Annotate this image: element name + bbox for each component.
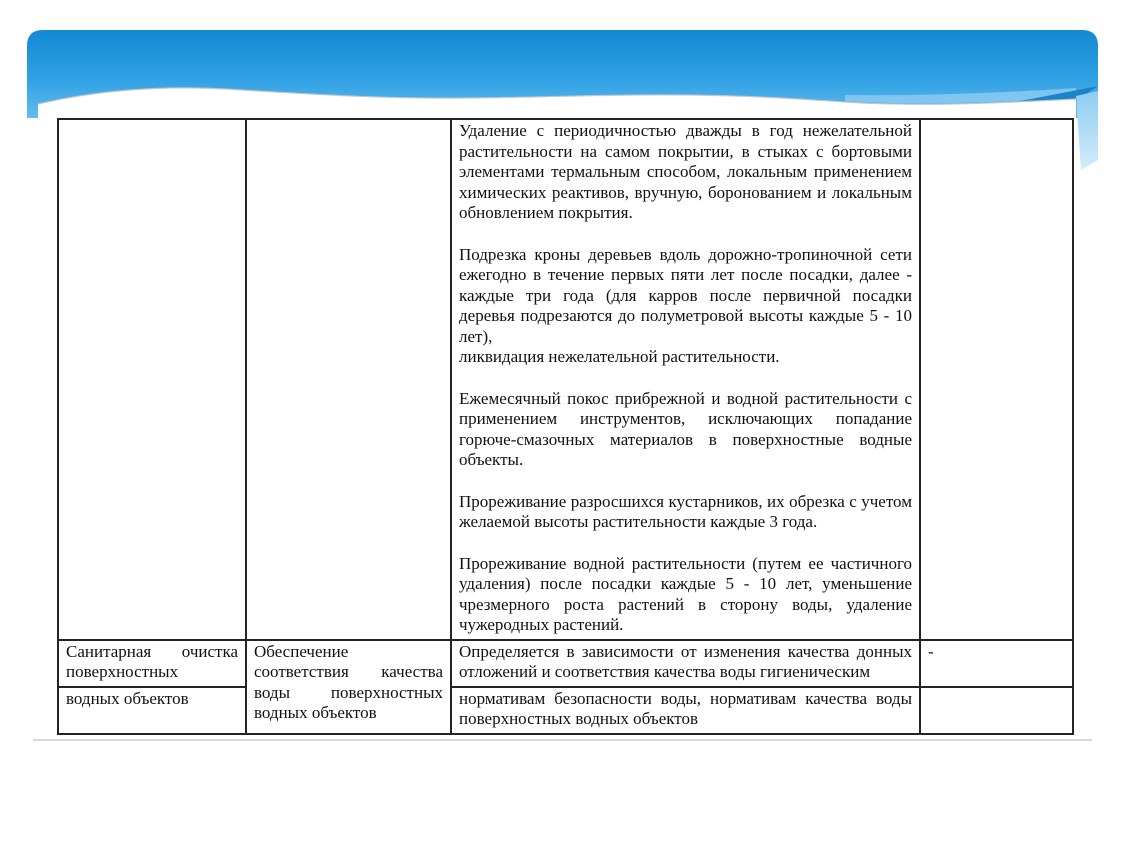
cell-activity-sanitation: Санитарная очистка поверхностных <box>58 640 246 687</box>
description-paragraph: Подрезка кроны деревьев вдоль дорожно-тропиночной сети ежегодно в течение первых пяти лет после посадки, далее - каждые три года (для карров после первичной посадки деревья подрезаются до полуметровой высоты каждые 5 - 10 лет), <box>459 244 912 346</box>
description-paragraph: Прореживание разросшихся кустарников, их обрезка с учетом желаемой высоты растительности каждые 3 года. <box>459 491 912 531</box>
cell-description-sanitation-continued: нормативам безопасности воды, нормативам качества воды поверхностных водных объектов <box>451 687 920 734</box>
table-row-maintenance <box>58 119 1073 640</box>
cell-goal-empty <box>246 119 451 640</box>
banner-fold <box>1005 86 1098 104</box>
cell-description-sanitation: Определяется в зависимости от изменения качества донных отложений и соответствия качества воды гигиеническим <box>451 640 920 687</box>
table-row-sanitation-continued <box>58 687 1073 734</box>
banner-ribbon <box>1076 91 1098 170</box>
banner-inner-wave <box>845 88 1076 103</box>
table-row-sanitation <box>58 640 1073 687</box>
cell-activity-sanitation-continued: водных объектов <box>58 687 246 734</box>
cell-note-empty <box>920 119 1073 640</box>
banner-wave <box>38 88 1076 118</box>
description-paragraph: Прореживание водной растительности (путем ее частичного удаления) после посадки каждые 5 - 10 лет, уменьшение чрезмерного роста растений в сторону воды, удаление чужеродных растений. <box>459 553 912 634</box>
cell-activity-empty <box>58 119 246 640</box>
cell-goal-water-quality: Обеспечение соответствия качества воды поверхностных водных объектов <box>246 640 451 734</box>
banner-band <box>27 30 1098 118</box>
cell-works-description <box>451 119 920 640</box>
description-paragraph: Удаление с периодичностью дважды в год нежелательной растительности на самом покрытии, в стыках с бортовыми элементами термальным способом, локальным применением химических реактивов, вручную, боронованием и локальным обновлением покрытия. <box>459 121 912 222</box>
maintenance-table <box>57 118 1074 735</box>
description-paragraph: Ежемесячный покос прибрежной и водной растительности с применением инструментов, исключающих попадание горюче-смазочных материалов в поверхностные водные объекты. <box>459 388 912 469</box>
description-paragraph: ликвидация нежелательной растительности. <box>459 347 780 366</box>
cell-note-dash: - <box>920 640 1073 687</box>
banner-wave-outline <box>38 88 1076 104</box>
footer-divider-line <box>33 739 1092 741</box>
cell-note-empty-continued <box>920 687 1073 734</box>
